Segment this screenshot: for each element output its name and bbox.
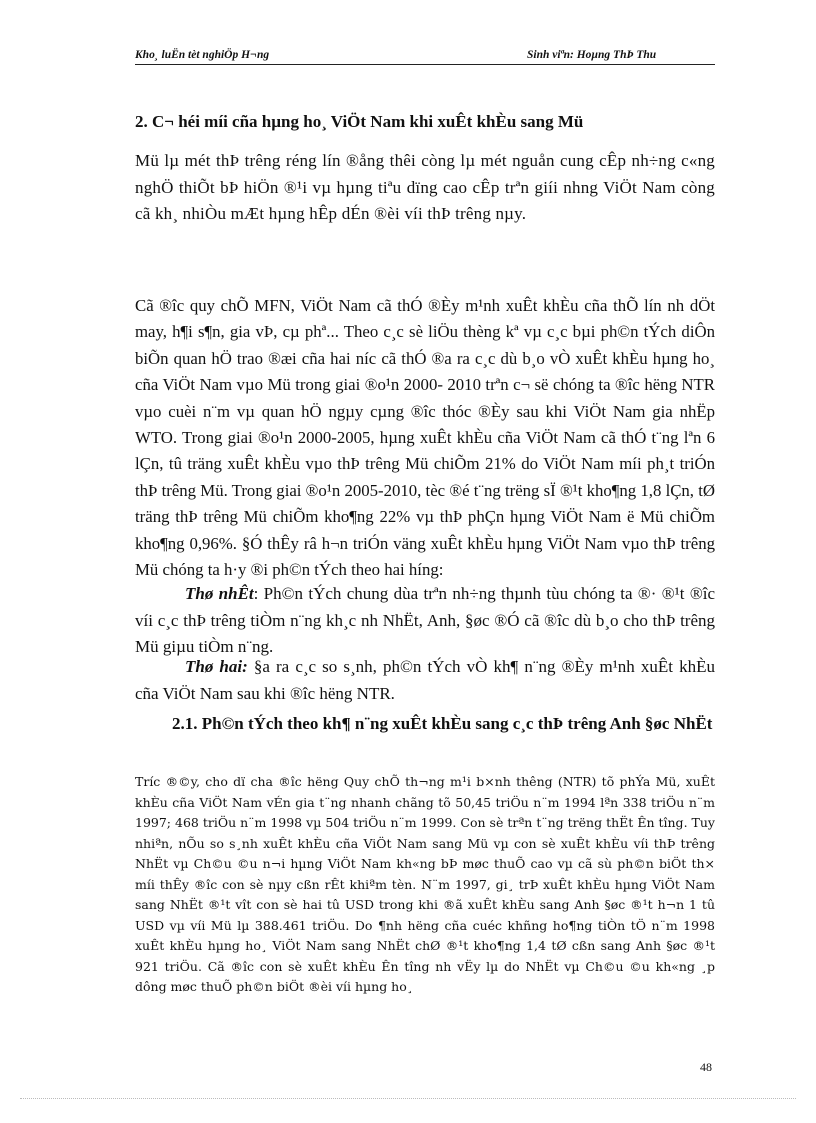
second-direction-text: §a ra c¸c so s¸nh, ph©n tÝch vÒ kh¶ n¨ng ®Èy m¹nh xuÊt khÈu cña ViÖt Nam sau khi ®îc hëng NTR. — [135, 657, 715, 703]
first-direction-label: Thø nhÊt — [185, 584, 254, 603]
page-number: 48 — [700, 1060, 712, 1074]
second-direction-label: Thø hai: — [185, 657, 248, 676]
paragraph-first-direction — [135, 581, 715, 661]
header-rule — [135, 64, 715, 65]
paragraph-second-direction — [135, 654, 715, 707]
page-header — [135, 48, 715, 82]
paragraph-intro: Mü lµ mét thÞ trêng réng lín ®ång thêi còng lµ mét nguån cung cÊp nh÷ng c«ng nghÖ thiÕt bÞ hiÖn ®¹i vµ hµng tiªu dïng cao cÊp trªn giíi nhng ViÖt Nam còng cã kh¸ nhiÒu mÆt hµng hÊp dÉn ®èi víi thÞ trêng nµy. — [135, 151, 715, 223]
subsection-heading: 2.1. Ph©n tÝch theo kh¶ n¨ng xuÊt khÈu sang c¸c thÞ trêng Anh §øc NhËt — [172, 714, 713, 733]
header-author: Sinh viªn: Hoµng ThÞ Thu — [527, 49, 657, 61]
paragraph-analysis: Tríc ®©y, cho dï cha ®îc hëng Quy chÕ th¬ng m¹i b×nh thêng (NTR) tõ phÝa Mü, xuÊt khÈu cña ViÖt Nam vÉn gia t¨ng nhanh chãng tõ 50,45 triÖu n¨m 1994 lªn 338 triÖu n¨m 1997; 468 triÖu n¨m 1998 vµ 504 triÖu n¨m 1999. Con sè trªn t¨ng trëng thËt Ên tîng. Tuy nhiªn, nÕu so s¸nh xuÊt khÈu cña ViÖt Nam sang Mü vµ con sè xuÊt khÈu víi thÞ trêng NhËt vµ Ch©u ©u n¬i hµng ViÖt Nam kh«ng bÞ møc thuÕ cao vµ cã sù ph©n biÖt th× míi thÊy ®îc con sè nµy cßn rÊt khiªm tèn. N¨m 1997, gi¸ trÞ xuÊt khÈu hµng ViÖt Nam sang NhËt ®¹t vît con sè hai tû USD trong khi ®ã xuÊt khÈu sang Anh §øc ®¹t h¬n 1 tû USD vµ víi Mü lµ 388.461 triÖu. Do ¶nh hëng cña cuéc khñng ho¶ng tiÒn tÖ n¨m 1998 xuÊt khÈu hµng ho¸ ViÖt Nam sang NhËt chØ ®¹t kho¶ng 1,4 tØ cßn sang Anh §øc ®¹t 921 triÖu. Cã ®îc con sè xuÊt khÈu Ên tîng nh vËy lµ do NhËt vµ Ch©u ©u kh«ng ¸p dông møc thuÕ ph©n biÖt ®èi víi hµng ho¸ — [135, 774, 715, 994]
first-direction-text: : Ph©n tÝch chung dùa trªn nh÷ng thµnh tùu chóng ta ®· ®¹t ®îc víi c¸c thÞ trêng tiÒm n¨ng kh¸c nh NhËt, Anh, §øc ®Ó cã ®îc dù b¸o cho thÞ trêng Mü giµu tiÒm n¨ng. — [135, 584, 716, 656]
section-heading: 2. C¬ héi míi cña hµng ho¸ ViÖt Nam khi xuÊt khÈu sang Mü — [135, 112, 584, 131]
header-thesis-title: Kho¸ luËn tèt nghiÖp H¬ng — [135, 49, 270, 61]
page-bottom-edge — [20, 1098, 796, 1099]
paragraph-forecast: Cã ®îc quy chÕ MFN, ViÖt Nam cã thÓ ®Èy m¹nh xuÊt khÈu cña thÕ lín nh dÖt may, h¶i s¶n, gia vÞ, cµ phª... Theo c¸c sè liÖu thèng kª vµ c¸c bµi ph©n tÝch diÔn biÕn quan hÖ trao ®æi cña hai níc cã thÓ ®a ra c¸c dù b¸o vÒ xuÊt khÈu hµng ho¸ cña ViÖt Nam vµo Mü trong giai ®o¹n 2000- 2010 trªn c¬ së chóng ta ®îc hëng NTR vµo cuèi n¨m vµ quan hÖ ngµy cµng ®îc thóc ®Èy sau khi ViÖt Nam gia nhËp WTO. Trong giai ®o¹n 2000-2005, hµng xuÊt khÈu cña ViÖt Nam cã thÓ t¨ng lªn 6 lÇn, tû träng xuÊt khÈu vµo thÞ trêng Mü chiÕm 21% do ViÖt Nam míi ph¸t triÓn thÞ trêng Mü. Trong giai ®o¹n 2005-2010, tèc ®é t¨ng trëng sÏ ®¹t kho¶ng 1,8 lÇn, tØ träng thÞ trêng Mü chiÕm kho¶ng 22% vµ thÞ phÇn hµng ViÖt Nam ë Mü chiÕm kho¶ng 0,96%. §Ó thÊy râ h¬n triÓn väng xuÊt khÈu hµng ViÖt Nam vµo thÞ trêng Mü chóng ta h·y ®i ph©n tÝch theo hai híng: — [135, 296, 715, 580]
